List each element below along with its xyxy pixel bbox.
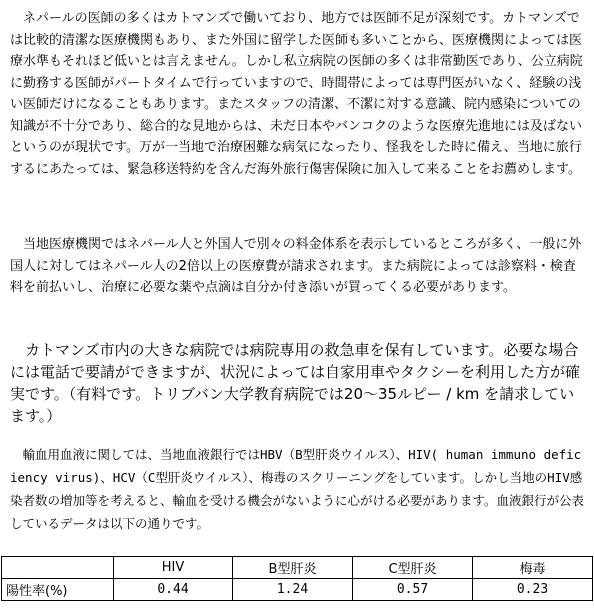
value-syphilis: 0.23: [473, 579, 593, 601]
paragraph-ambulance: カトマンズ市内の大きな病院では病院専用の救急車を保有しています。必要な場合には電話で要請ができますが、状況によっては自家用車やタクシーを利用した方が確実です。（有料です。トリブバン大学教育病院では20～35ルピー / km を請求しています。）: [10, 341, 581, 425]
table-header-hiv: HIV: [114, 557, 233, 579]
paragraph-fees: 当地医療機関ではネパール人と外国人で別々の料金体系を表示しているところが多く、一般に外国人に対してはネパール人の2倍以上の医療費が請求されます。また病院によっては診察料・検査料を前払いし、治療に必要な薬や点滴は自分か付き添いが買ってくる必要があります。: [10, 237, 582, 295]
value-hiv: 0.44: [114, 579, 233, 601]
table-header-hepatitis-b: B型肝炎: [233, 557, 353, 579]
table-header-empty: [2, 557, 114, 579]
table-row: [2, 579, 593, 601]
value-hepatitis-c: 0.57: [353, 579, 473, 601]
positivity-rate-table: [1, 556, 593, 601]
table-header-row: [2, 557, 593, 579]
table-header-syphilis: 梅毒: [473, 557, 593, 579]
row-label-positivity-rate: 陽性率(%): [2, 579, 114, 601]
value-hepatitis-b: 1.24: [233, 579, 353, 601]
paragraph-blood-transfusion: 輸血用血液に関しては、当地血液銀行ではHBV（B型肝炎ウイルス）、HIV( human immuno deficiency virus)、HCV（C型肝炎ウイルス）、梅毒のスクリーニングをしています。しかし当地のHIV感染者数の増加等を考えると、輸血を受ける機会がないように心がける必要があります。血液銀行が公表しているデータは以下の通りです。: [10, 447, 585, 531]
paragraph-doctors: ネパールの医師の多くはカトマンズで働いており、地方では医師不足が深刻です。カトマンズでは比較的清潔な医療機関もあり、また外国に留学した医師も多いことから、医療機関によっては医療水準もそれほど低いとは言えません。しかし私立病院の医師の多くは非常勤医であり、公立病院に勤務する医師がパートタイムで行っていますので、時間帯によっては専門医がいなく、経験の浅い医師だけになることもあります。またスタッフの清潔、不潔に対する意識、院内感染についての知識が不十分であり、総合的な見地からは、未だ日本やバンコクのような医療先進地には及ばないというのが現状です。万が一当地で治療困難な病気になったり、怪我をした時に備え、当地に旅行するにあたっては、緊急移送特約を含んだ海外旅行傷害保険に加入して来ることをお薦めします。: [10, 11, 583, 177]
table-header-hepatitis-c: C型肝炎: [353, 557, 473, 579]
